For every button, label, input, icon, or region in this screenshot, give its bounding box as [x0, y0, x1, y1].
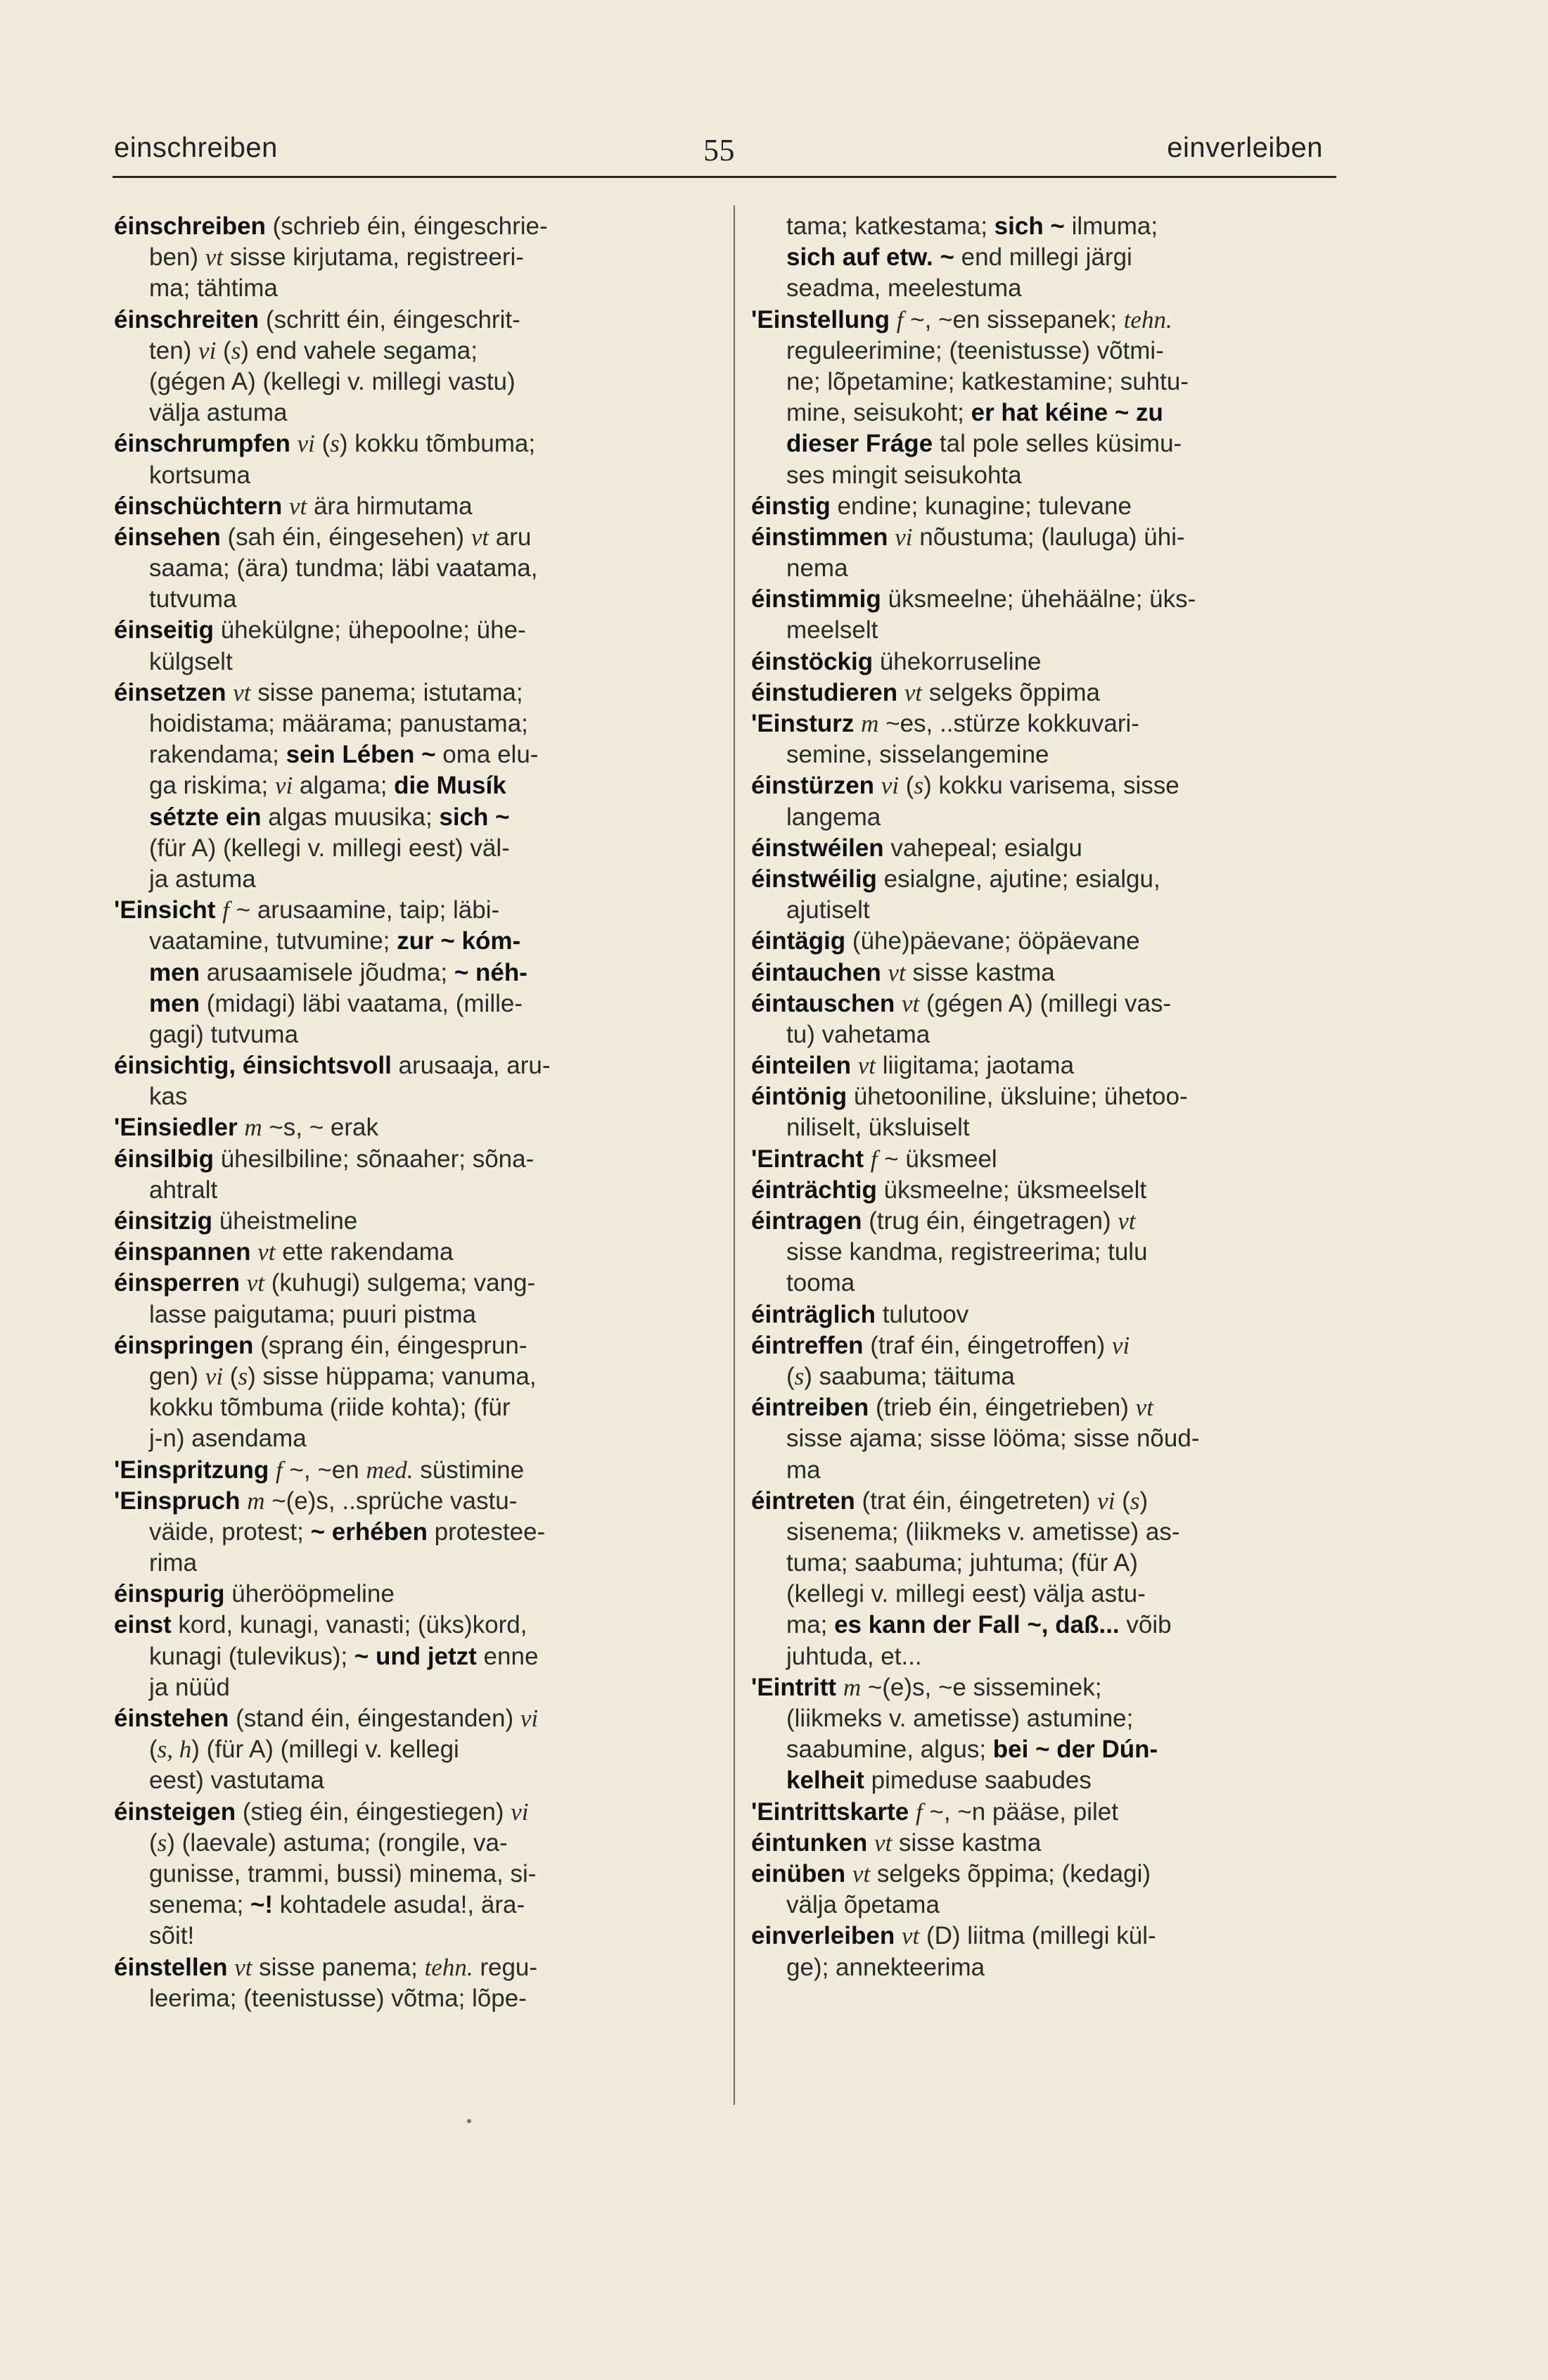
- entry-line: éinsichtig, éinsichtsvoll arusaaja, aru-: [114, 1052, 551, 1080]
- entry-line: éinstimmen vi nõustuma; (lauluga) ühi-: [751, 523, 1185, 551]
- entry-line: rima: [149, 1549, 198, 1577]
- entry-line: gagi) tutvuma: [149, 1020, 299, 1048]
- entry-line: éintunken vt sisse kastma: [751, 1828, 1042, 1857]
- entry-line: ga riskima; vi algama; die Musík: [149, 772, 506, 800]
- entry-line: välja õpetama: [786, 1891, 940, 1919]
- print-speck: [467, 2119, 471, 2123]
- entry-line: senema; ~! kohtadele asuda!, ära-: [149, 1891, 525, 1919]
- entry-line: j-n) asendama: [149, 1425, 307, 1453]
- entry-line: ne; lõpetamine; katkestamine; suhtu-: [786, 367, 1189, 395]
- entry-line: väide, protest; ~ erhében protestee-: [149, 1517, 546, 1546]
- entry-line: éinteilen vt liigitama; jaotama: [751, 1052, 1075, 1080]
- entry-line: meelselt: [786, 616, 878, 644]
- entry-line: einst kord, kunagi, vanasti; (üks)kord,: [114, 1611, 527, 1639]
- entry-line: sétzte ein algas muusika; sich ~: [149, 803, 510, 831]
- entry-line: tooma: [786, 1269, 855, 1297]
- entry-line: 'Einstellung f ~, ~en sissepanek; tehn.: [751, 305, 1172, 333]
- entry-line: 'Einspritzung f ~, ~en med. süstimine: [114, 1456, 525, 1484]
- entry-line: einverleiben vt (D) liitma (millegi kül-: [751, 1922, 1156, 1950]
- entry-line: ahtralt: [149, 1176, 218, 1204]
- entry-line: 'Eintrittskarte f ~, ~n pääse, pilet: [751, 1797, 1118, 1826]
- entry-line: tu) vahetama: [786, 1020, 930, 1048]
- entry-line: dieser Fráge tal pole selles küsimu-: [786, 430, 1182, 458]
- entry-line: (kellegi v. millegi eest) välja astu-: [786, 1580, 1146, 1608]
- entry-line: éinsehen (sah éin, éingesehen) vt aru: [114, 523, 532, 551]
- entry-line: einüben vt selgeks õppima; (kedagi): [751, 1859, 1151, 1888]
- entry-line: mine, seisukoht; er hat kéine ~ zu: [786, 399, 1163, 427]
- entry-line: sisenema; (liikmeks v. ametisse) as-: [786, 1517, 1180, 1546]
- entry-line: sõit!: [149, 1922, 195, 1950]
- entry-line: 'Einspruch m ~(e)s, ..sprüche vastu-: [114, 1487, 518, 1515]
- entry-line: éinsetzen vt sisse panema; istutama;: [114, 678, 523, 706]
- entry-line: kortsuma: [149, 461, 250, 489]
- entry-line: seadma, meelestuma: [786, 274, 1022, 303]
- entry-line: vaatamine, tutvumine; zur ~ kóm-: [149, 927, 521, 955]
- entry-line: éinspurig üherööpmeline: [114, 1580, 395, 1608]
- entry-line: kas: [149, 1083, 188, 1111]
- entry-line: éinträchtig üksmeelne; üksmeelselt: [751, 1176, 1147, 1204]
- entry-line: niliselt, üksluiselt: [786, 1114, 970, 1142]
- entry-line: 'Einsicht f ~ arusaamine, taip; läbi-: [114, 896, 500, 924]
- entry-line: éinschreiben (schrieb éin, éingeschrie-: [114, 212, 548, 240]
- entry-line: (s) (laevale) astuma; (rongile, va-: [149, 1828, 508, 1857]
- entry-line: hoidistama; määrama; panustama;: [149, 710, 528, 737]
- entry-line: (gégen A) (kellegi v. millegi vastu): [149, 367, 516, 395]
- entry-line: juhtuda, et...: [786, 1642, 922, 1670]
- entry-line: sisse kandma, registreerima; tulu: [786, 1238, 1148, 1266]
- entry-line: éinstehen (stand éin, éingestanden) vi: [114, 1705, 539, 1732]
- entry-line: éinstellen vt sisse panema; tehn. regu-: [114, 1953, 538, 1981]
- entry-line: (s, h) (für A) (millegi v. kellegi: [149, 1736, 459, 1764]
- entry-line: leerima; (teenistusse) võtma; lõpe-: [149, 1984, 527, 2012]
- entry-line: lasse paigutama; puuri pistma: [149, 1300, 476, 1328]
- entry-line: éinstudieren vt selgeks õppima: [751, 678, 1101, 706]
- entry-line: tama; katkestama; sich ~ ilmuma;: [786, 212, 1158, 240]
- entry-line: gen) vi (s) sisse hüppama; vanuma,: [149, 1362, 537, 1390]
- entry-line: rakendama; sein Lében ~ oma elu-: [149, 741, 539, 769]
- entry-line: éinspringen (sprang éin, éingesprun-: [114, 1331, 527, 1359]
- entry-line: kokku tõmbuma (riide kohta); (für: [149, 1394, 511, 1422]
- entry-line: eest) vastutama: [149, 1767, 324, 1795]
- entry-line: éintreten (trat éin, éingetreten) vi (s): [751, 1487, 1149, 1515]
- entry-line: éinschreiten (schritt éin, éingeschrit-: [114, 305, 520, 333]
- entry-line: semine, sisselangemine: [786, 741, 1049, 769]
- entry-line: éintönig ühetooniline, üksluine; ühetoo-: [751, 1083, 1188, 1111]
- entry-line: éintreiben (trieb éin, éingetrieben) vt: [751, 1394, 1153, 1422]
- entry-line: ma; es kann der Fall ~, daß... võib: [786, 1611, 1172, 1639]
- entry-line: välja astuma: [149, 399, 288, 427]
- entry-line: ge); annekteerima: [786, 1953, 985, 1981]
- entry-line: éinstimmig üksmeelne; ühehäälne; üks-: [751, 585, 1196, 613]
- entry-line: (liikmeks v. ametisse) astumine;: [786, 1705, 1134, 1732]
- entry-line: éintauchen vt sisse kastma: [751, 958, 1055, 986]
- entry-line: men (midagi) läbi vaatama, (mille-: [149, 989, 523, 1017]
- entry-line: saama; (ära) tundma; läbi vaatama,: [149, 554, 538, 583]
- entry-line: éintägig (ühe)päevane; ööpäevane: [751, 927, 1140, 955]
- entry-line: ses mingit seisukohta: [786, 461, 1022, 489]
- entry-line: 'Eintritt m ~(e)s, ~e sisseminek;: [751, 1673, 1102, 1701]
- entry-line: langema: [786, 803, 881, 831]
- entry-line: éinstöckig ühekorruseline: [751, 647, 1042, 675]
- entry-line: ben) vt sisse kirjutama, registreeri-: [149, 243, 524, 272]
- left-column: [114, 211, 719, 2014]
- entry-line: éinstig endine; kunagine; tulevane: [751, 492, 1132, 520]
- entry-line: éinstwéilig esialgne, ajutine; esialgu,: [751, 865, 1160, 893]
- entry-line: ma; tähtima: [149, 274, 278, 303]
- entry-line: tutvuma: [149, 585, 237, 613]
- entry-line: reguleerimine; (teenistusse) võtmi-: [786, 336, 1164, 364]
- header-rule: [113, 176, 1336, 178]
- entry-line: ma: [786, 1456, 821, 1484]
- entry-line: éinträglich tulutoov: [751, 1300, 969, 1328]
- entry-line: sisse ajama; sisse lööma; sisse nõud-: [786, 1425, 1200, 1453]
- entry-line: 'Eintracht f ~ üksmeel: [751, 1145, 997, 1173]
- entry-line: éintauschen vt (gégen A) (millegi vas-: [751, 989, 1172, 1017]
- entry-line: ja astuma: [149, 865, 256, 893]
- column-divider: [734, 205, 735, 2105]
- entry-line: éinsteigen (stieg éin, éingestiegen) vi: [114, 1797, 529, 1826]
- entry-line: éinsperren vt (kuhugi) sulgema; vang-: [114, 1269, 536, 1297]
- entry-line: éinseitig ühekülgne; ühepoolne; ühe-: [114, 616, 526, 644]
- entry-line: 'Einsturz m ~es, ..stürze kokkuvari-: [751, 710, 1139, 737]
- entry-line: ajutiselt: [786, 896, 870, 924]
- entry-line: (s) saabuma; täituma: [786, 1362, 1015, 1390]
- entry-line: külgselt: [149, 647, 233, 675]
- entry-line: men arusaamisele jõudma; ~ néh-: [149, 958, 527, 986]
- entry-line: kelheit pimeduse saabudes: [786, 1767, 1092, 1795]
- entry-line: 'Einsiedler m ~s, ~ erak: [114, 1114, 379, 1142]
- entry-line: ja nüüd: [149, 1673, 230, 1701]
- entry-line: éinspannen vt ette rakendama: [114, 1238, 454, 1266]
- entry-line: (für A) (kellegi v. millegi eest) väl-: [149, 834, 510, 862]
- entry-line: sich auf etw. ~ end millegi järgi: [786, 243, 1132, 272]
- entry-line: éinsilbig ühesilbiline; sõnaaher; sõna-: [114, 1145, 535, 1173]
- entry-line: éintragen (trug éin, éingetragen) vt: [751, 1207, 1136, 1235]
- entry-line: éinschrumpfen vi (s) kokku tõmbuma;: [114, 430, 536, 458]
- entry-line: éintreffen (traf éin, éingetroffen) vi: [751, 1331, 1130, 1359]
- entry-line: éinsitzig üheistmeline: [114, 1207, 358, 1235]
- entry-line: éinstwéilen vahepeal; esialgu: [751, 834, 1082, 862]
- entry-line: saabumine, algus; bei ~ der Dún-: [786, 1736, 1158, 1764]
- page-number: 55: [703, 133, 735, 167]
- entry-line: kunagi (tulevikus); ~ und jetzt enne: [149, 1642, 539, 1670]
- entry-line: éinstürzen vi (s) kokku varisema, sisse: [751, 772, 1179, 800]
- entry-line: tuma; saabuma; juhtuma; (für A): [786, 1549, 1138, 1577]
- entry-line: gunisse, trammi, bussi) minema, si-: [149, 1859, 537, 1888]
- entry-line: nema: [786, 554, 848, 583]
- header-right-guide-word: einverleiben: [1167, 132, 1323, 163]
- entry-line: ten) vi (s) end vahele segama;: [149, 336, 478, 364]
- header-left-guide-word: einschreiben: [114, 132, 278, 163]
- entry-line: éinschüchtern vt ära hirmutama: [114, 492, 473, 520]
- right-column: [751, 211, 1356, 1983]
